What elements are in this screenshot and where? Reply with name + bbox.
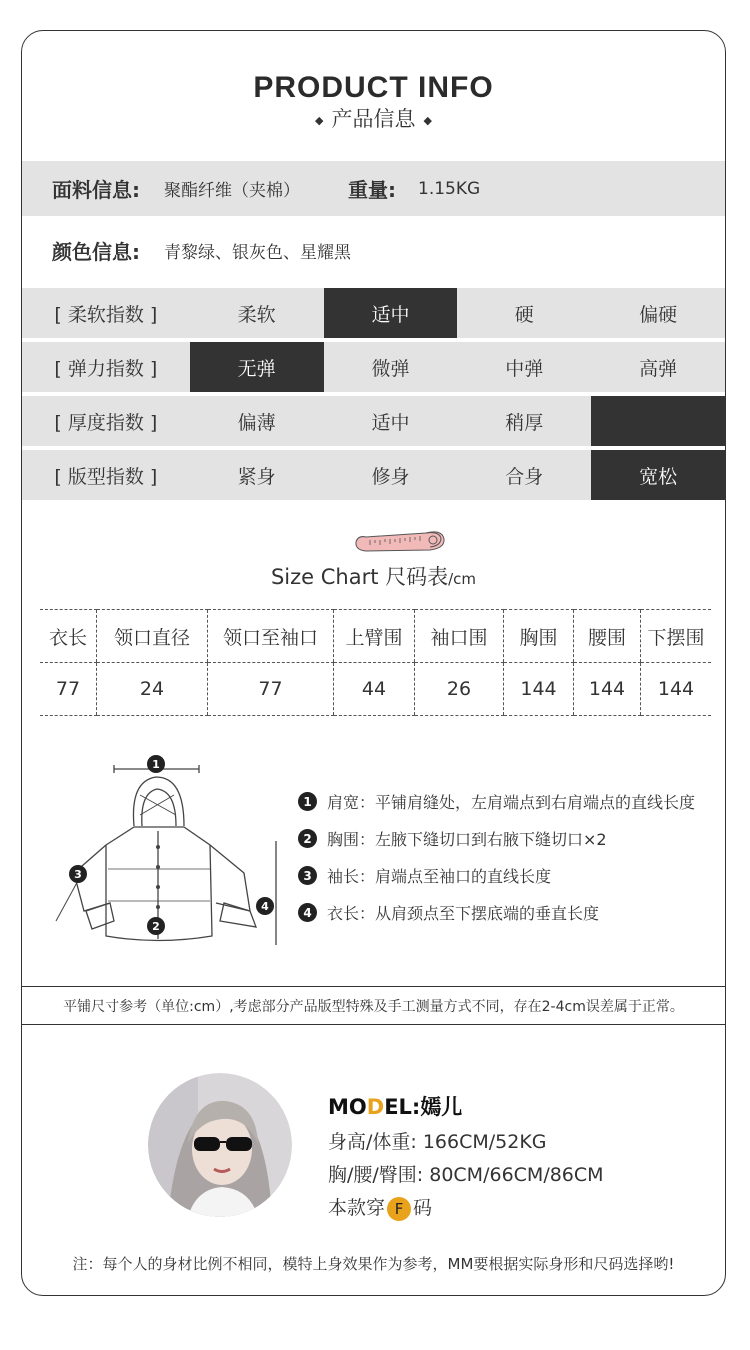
diagram-label-1: 1	[152, 758, 160, 771]
color-label: 颜色信息:	[52, 240, 140, 264]
model-prefix: EL:	[384, 1095, 421, 1119]
note-text: 胸围：左腋下缝切口到右腋下缝切口×2	[327, 830, 607, 849]
table-header-cell: 上臂围	[334, 610, 415, 663]
table-cell: 24	[97, 663, 208, 716]
index-label: [ 弹力指数 ]	[54, 357, 158, 380]
index-option: 中弹	[505, 357, 544, 380]
color-value: 青黎绿、银灰色、星耀黑	[164, 243, 351, 263]
number-badge: 3	[298, 866, 317, 885]
index-option-selected	[591, 396, 725, 446]
page-title: PRODUCT INFO	[253, 71, 494, 104]
measuring-tape-icon	[352, 528, 447, 558]
index-option-selected: 适中	[324, 288, 458, 338]
table-header-cell: 袖口围	[415, 610, 504, 663]
table-header-cell: 胸围	[504, 610, 574, 663]
fabric-value: 聚酯纤维（夹棉）	[164, 181, 300, 201]
model-info	[328, 1091, 604, 1226]
page-subtitle	[22, 103, 725, 133]
model-size-post: 码	[413, 1197, 433, 1219]
note-chest	[298, 820, 695, 857]
table-header-cell: 衣长	[40, 610, 97, 663]
index-option-selected: 宽松	[591, 450, 725, 500]
table-header-cell: 腰围	[574, 610, 641, 663]
table-header-row	[40, 610, 711, 663]
table-header-cell: 领口直径	[97, 610, 208, 663]
number-badge: 1	[298, 792, 317, 811]
index-option-selected: 无弹	[190, 342, 324, 392]
index-label: [ 柔软指数 ]	[54, 303, 158, 326]
color-row	[22, 223, 725, 278]
model-prefix: MO	[328, 1095, 367, 1119]
index-option: 偏薄	[237, 411, 276, 434]
table-cell: 77	[208, 663, 334, 716]
table-cell: 44	[334, 663, 415, 716]
size-chart-unit: /cm	[448, 570, 477, 588]
diagram-label-2: 2	[152, 920, 160, 933]
index-label: [ 版型指数 ]	[54, 465, 158, 488]
model-height-weight: 身高/体重: 166CM/52KG	[328, 1131, 547, 1153]
divider	[22, 1024, 725, 1025]
model-prefix-accent: D	[366, 1095, 385, 1119]
table-header-cell: 下摆围	[641, 610, 712, 663]
fabric-label: 面料信息:	[52, 178, 140, 202]
table-cell: 77	[40, 663, 97, 716]
model-name-text: 嫣儿	[420, 1095, 463, 1119]
jacket-measurement-diagram	[44, 751, 284, 951]
index-option: 偏硬	[639, 303, 678, 326]
size-chart-title-text: Size Chart 尺码表	[270, 565, 449, 589]
index-option: 硬	[514, 303, 534, 326]
index-option: 修身	[371, 465, 410, 488]
model-measurements: 胸/腰/臀围: 80CM/66CM/86CM	[328, 1164, 604, 1186]
table-cell: 144	[641, 663, 712, 716]
table-cell: 144	[574, 663, 641, 716]
index-option: 紧身	[237, 465, 276, 488]
fabric-row	[22, 161, 725, 216]
index-option: 合身	[505, 465, 544, 488]
product-info-card	[21, 30, 726, 1296]
table-cell: 26	[415, 663, 504, 716]
disclaimer-text: 平铺尺寸参考（单位:cm）,考虑部分产品版型特殊及手工测量方式不同，存在2-4cm误差属于正常。	[63, 999, 684, 1015]
footnote: 注：每个人的身材比例不相同，模特上身效果作为参考，MM要根据实际身形和尺码选择哟!	[72, 1255, 675, 1273]
index-option: 微弹	[371, 357, 410, 380]
subtitle-text: 产品信息	[331, 107, 416, 131]
diamond-icon: ◆	[315, 113, 324, 127]
note-length	[298, 894, 695, 931]
number-badge: 4	[298, 903, 317, 922]
size-badge: F	[387, 1197, 411, 1221]
number-badge: 2	[298, 829, 317, 848]
size-chart-title	[22, 561, 725, 591]
measurement-notes	[298, 783, 695, 931]
index-label: [ 厚度指数 ]	[54, 411, 158, 434]
index-option: 适中	[371, 411, 410, 434]
table-row	[40, 663, 711, 716]
index-row-elasticity	[22, 342, 725, 392]
model-size	[328, 1193, 604, 1226]
weight-label: 重量:	[348, 178, 396, 202]
index-row-fit	[22, 450, 725, 500]
diamond-icon: ◆	[423, 113, 432, 127]
table-header-cell: 领口至袖口	[208, 610, 334, 663]
note-text: 肩宽：平铺肩缝处，左肩端点到右肩端点的直线长度	[327, 793, 696, 812]
index-option: 稍厚	[505, 411, 544, 434]
index-row-thickness	[22, 396, 725, 446]
note-shoulder	[298, 783, 695, 820]
index-option: 高弹	[639, 357, 678, 380]
model-name	[328, 1091, 604, 1127]
note-sleeve	[298, 857, 695, 894]
diagram-label-4: 4	[261, 900, 269, 913]
model-avatar	[148, 1073, 292, 1217]
index-option: 柔软	[237, 303, 276, 326]
table-cell: 144	[504, 663, 574, 716]
size-table	[40, 609, 711, 716]
index-row-softness	[22, 288, 725, 338]
note-text: 袖长：肩端点至袖口的直线长度	[327, 867, 552, 886]
diagram-label-3: 3	[74, 868, 82, 881]
divider	[22, 986, 725, 987]
note-text: 衣长：从肩颈点至下摆底端的垂直长度	[327, 904, 600, 923]
weight-value: 1.15KG	[418, 178, 481, 199]
model-size-pre: 本款穿	[328, 1197, 386, 1219]
